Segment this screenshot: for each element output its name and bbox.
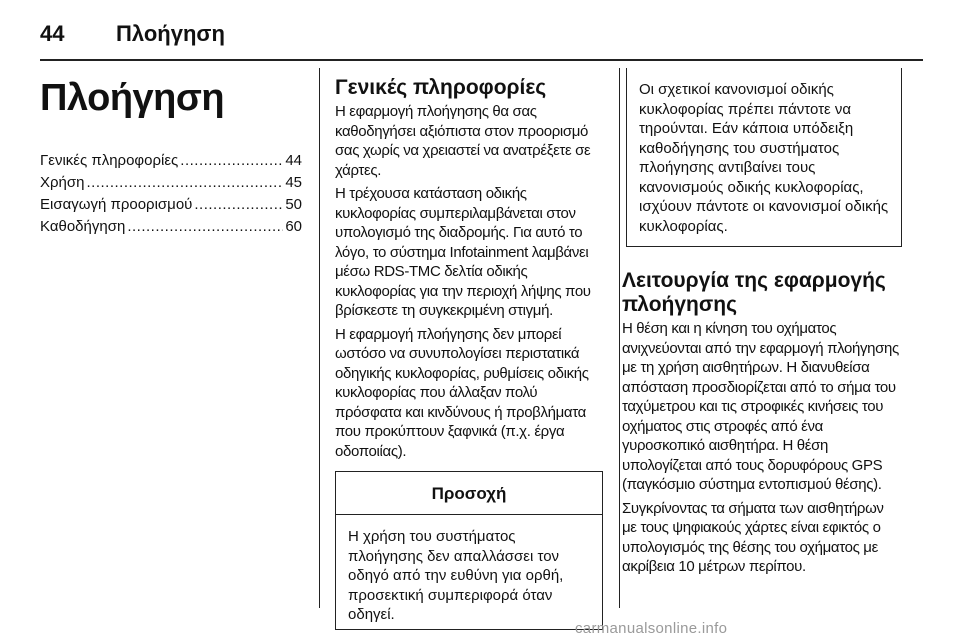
function-heading: Λειτουργία της εφαρμογής πλοήγησης — [622, 269, 886, 316]
toc-label: Καθοδήγηση — [40, 218, 126, 235]
caution-text: Η χρήση του συστήματος πλοήγησης δεν απαλλάσσει τον οδηγό από την ευθύνη για ορθή, προσεκτική συμπεριφορά όταν οδηγεί. — [348, 528, 564, 623]
column-divider — [319, 68, 320, 608]
toc-label: Χρήση — [40, 174, 85, 191]
page-header — [40, 14, 225, 54]
table-of-contents — [40, 150, 302, 238]
toc-entry[interactable] — [40, 150, 302, 172]
page-number: 44 — [40, 21, 65, 46]
header-rule — [40, 59, 923, 61]
caution-box — [335, 471, 603, 630]
general-heading: Γενικές πληροφορίες — [335, 76, 547, 99]
toc-entry[interactable] — [40, 194, 302, 216]
function-paragraph: Συγκρίνοντας τα σήματα των αισθητήρων με τους ψηφιακούς χάρτες είναι εφικτός ο υπολογισμός της θέσης του οχήματος με ακρίβεια 10 μέτρων περίπου. — [622, 499, 884, 575]
toc-entry[interactable] — [40, 172, 302, 194]
toc-page-number: 44 — [285, 152, 302, 169]
toc-entry[interactable] — [40, 216, 302, 238]
toc-page-number: 50 — [285, 196, 302, 213]
running-title: Πλοήγηση — [116, 21, 225, 46]
toc-leader-dots — [86, 172, 283, 194]
toc-page-number: 60 — [285, 218, 302, 235]
toc-label: Εισαγωγή προορισμού — [40, 196, 193, 213]
watermark: carmanualsonline.info — [575, 620, 728, 637]
toc-leader-dots — [194, 194, 283, 216]
toc-leader-dots — [127, 216, 283, 238]
general-paragraph: Η εφαρμογή πλοήγησης δεν μπορεί ωστόσο να συνυπολογίσει περιστατικά οδηγικής κυκλοφορίας, ρυθμίσεις οδικής κυκλοφορίας που άλλαξαν πολύ πρόσφατα και κινδύνους ή προβλήματα που προκύπτουν ξαφνικά (π.χ. έργα οδοποιίας). — [335, 325, 589, 460]
function-column — [622, 68, 902, 581]
general-column — [335, 68, 603, 630]
general-paragraph: Η τρέχουσα κατάσταση οδικής κυκλοφορίας συμπεριλαμβάνεται στον υπολογισμό της διαδρομής. Για αυτό το λόγο, το σύστημα Infotainment λαμβάνει μέσω RDS-TMC δελτία οδικής κυκλοφορίας για την περιοχή λήψης που βρίσκεστε τη συγκεκριμένη στιγμή. — [335, 185, 591, 319]
chapter-title: Πλοήγηση — [40, 77, 225, 119]
toc-leader-dots — [180, 150, 283, 172]
general-paragraph: Η εφαρμογή πλοήγησης θα σας καθοδηγήσει αξιόπιστα στον προορισμό σας χωρίς να χρειαστεί να ανατρέξετε σε χάρτες. — [335, 103, 591, 179]
column-divider — [619, 68, 620, 608]
chapter-column — [40, 68, 302, 238]
function-paragraph: Η θέση και η κίνηση του οχήματος ανιχνεύονται από την εφαρμογή πλοήγησης με τη χρήση αισθητήρων. Η διανυθείσα απόσταση προσδιορίζεται από το σήμα του ταχύμετρου και τις στροφικές κινήσεις του οχήματος στις στροφές από ένα γυροσκοπικό αισθητήρα. Η θέση υπολογίζεται από τους δορυφόρους GPS (παγκόσμιο σύστημα εντοπισμού θέσης). — [622, 320, 899, 493]
caution-title: Προσοχή — [336, 472, 602, 515]
notice-box — [626, 68, 902, 247]
notice-text: Οι σχετικοί κανονισμοί οδικής κυκλοφορίας πρέπει πάντοτε να τηρούνται. Εάν κάποια υπόδειξη καθοδήγησης του συστήματος πλοήγησης αντιβαίνει τους κανονισμούς οδικής κυκλοφορίας, ισχύουν πάντοτε οι κανονισμοί οδικής κυκλοφορίας. — [639, 81, 889, 235]
toc-page-number: 45 — [285, 174, 302, 191]
toc-label: Γενικές πληροφορίες — [40, 152, 179, 169]
